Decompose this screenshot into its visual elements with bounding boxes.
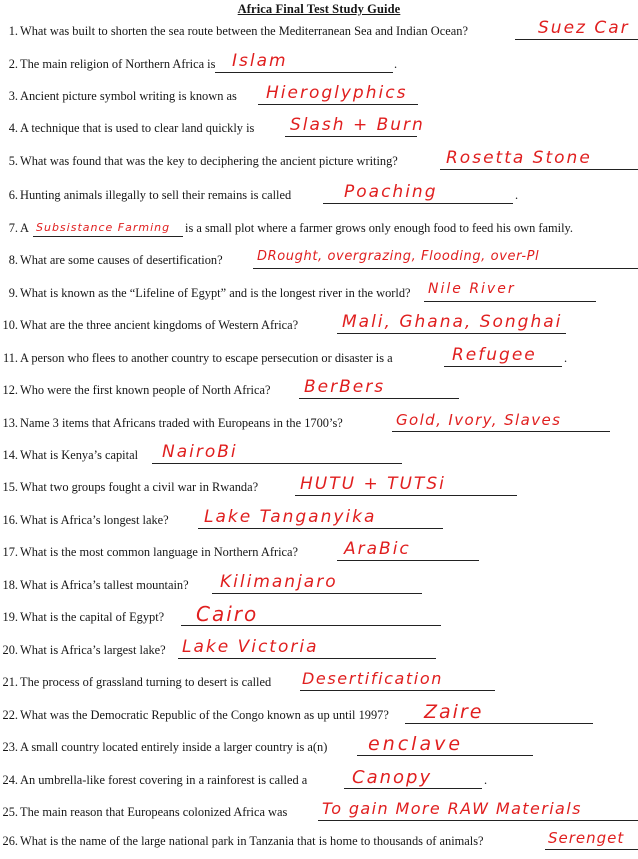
answer-line — [323, 203, 513, 204]
question-text: Who were the first known people of North Africa? — [20, 383, 271, 397]
question-text: What is the capital of Egypt? — [20, 610, 165, 624]
question-22 — [0, 701, 638, 733]
answer-line — [545, 849, 638, 850]
handwritten-answer: enclave — [368, 733, 464, 755]
question-9 — [0, 281, 638, 311]
question-4 — [0, 115, 638, 146]
question-number: 24. — [2, 773, 18, 787]
question-text: What is the name of the large national park in Tanzania that is home to thousands of animals? — [20, 834, 484, 848]
question-number: 10. — [2, 318, 18, 332]
handwritten-answer: BerBers — [304, 377, 386, 397]
question-number: 14. — [2, 448, 18, 462]
question-number: 1. — [8, 24, 18, 38]
question-text: What is known as the “Lifeline of Egypt” and is the longest river in the world? — [20, 286, 411, 300]
question-number: 19. — [2, 610, 18, 624]
question-text: The main religion of Northern Africa is — [20, 57, 216, 71]
answer-line — [357, 755, 533, 756]
answer-line — [285, 136, 417, 137]
question-text: What was the Democratic Republic of the Congo known as up until 1997? — [20, 708, 389, 722]
handwritten-answer: Cairo — [196, 602, 259, 626]
question-number: 21. — [2, 675, 18, 689]
handwritten-answer: Mali, Ghana, Songhai — [342, 312, 563, 332]
answer-line — [405, 723, 593, 724]
answer-line — [337, 560, 479, 561]
answer-line — [300, 690, 495, 691]
handwritten-answer: Nile River — [428, 281, 516, 297]
question-8 — [0, 249, 638, 278]
question-21 — [0, 669, 638, 700]
handwritten-answer: Lake Victoria — [182, 637, 319, 657]
question-text: Hunting animals illegally to sell their remains is called — [20, 188, 292, 202]
question-number: 3. — [8, 89, 18, 103]
question-7 — [0, 221, 638, 246]
handwritten-answer: Islam — [232, 51, 288, 71]
question-number: 5. — [8, 154, 18, 168]
question-26 — [0, 829, 638, 859]
question-text: What is Africa’s tallest mountain? — [20, 578, 189, 592]
question-number: 2. — [8, 57, 18, 71]
question-25 — [0, 799, 638, 830]
handwritten-answer: Zaire — [424, 701, 484, 723]
question-text: A person who flees to another country to escape persecution or disaster is a — [20, 351, 393, 365]
question-text-end: is a small plot where a farmer grows only enough food to feed his own family. — [185, 221, 574, 235]
question-text: An umbrella-like forest covering in a rainforest is called a — [20, 773, 308, 787]
answer-line — [424, 301, 596, 302]
handwritten-answer: Subsistance Farming — [36, 221, 171, 234]
question-number: 6. — [8, 188, 18, 202]
question-text: What is Kenya’s capital — [20, 448, 139, 462]
answer-line — [337, 333, 566, 334]
answer-line — [258, 104, 418, 105]
page-title: Africa Final Test Study Guide — [237, 2, 401, 16]
question-6 — [0, 182, 638, 213]
question-text: A small country located entirely inside a larger country is a(n) — [20, 740, 328, 754]
question-text: What are some causes of desertification? — [20, 253, 223, 267]
answer-line — [212, 593, 422, 594]
handwritten-answer: Suez Car — [538, 18, 630, 38]
question-text: What is Africa’s largest lake? — [20, 643, 166, 657]
handwritten-answer: Canopy — [352, 767, 433, 788]
question-13 — [0, 411, 638, 441]
question-1 — [0, 18, 638, 49]
question-number: 15. — [2, 480, 18, 494]
handwritten-answer: Poaching — [344, 182, 438, 202]
answer-line — [198, 528, 443, 529]
answer-line — [152, 463, 402, 464]
question-11 — [0, 345, 638, 376]
question-text: What two groups fought a civil war in Rwanda? — [20, 480, 259, 494]
question-text: The process of grassland turning to desert is called — [20, 675, 272, 689]
handwritten-answer: Refugee — [452, 345, 537, 365]
question-number: 4. — [8, 121, 18, 135]
question-text: What is the most common language in Northern Africa? — [20, 545, 299, 559]
question-text: A technique that is used to clear land quickly is — [20, 121, 255, 135]
question-24 — [0, 767, 638, 798]
question-number: 12. — [2, 383, 18, 397]
question-text: Name 3 items that Africans traded with Europeans in the 1700’s? — [20, 416, 343, 430]
question-number: 23. — [2, 740, 18, 754]
question-text: What is Africa’s longest lake? — [20, 513, 169, 527]
question-12 — [0, 377, 638, 408]
question-text: The main reason that Europeans colonized Africa was — [20, 805, 288, 819]
question-number: 18. — [2, 578, 18, 592]
question-number: 7. — [8, 221, 18, 235]
answer-line — [344, 788, 482, 789]
question-18 — [0, 572, 638, 603]
question-number: 13. — [2, 416, 18, 430]
question-14 — [0, 442, 638, 473]
question-15 — [0, 474, 638, 505]
question-number: 16. — [2, 513, 18, 527]
question-number: 8. — [8, 253, 18, 267]
question-number: 20. — [2, 643, 18, 657]
question-23 — [0, 733, 638, 765]
question-17 — [0, 539, 638, 570]
handwritten-answer: To gain More RAW Materials — [322, 799, 582, 818]
question-5 — [0, 148, 638, 179]
answer-line — [215, 72, 393, 73]
handwritten-answer: Lake Tanganyika — [204, 507, 377, 527]
handwritten-answer: Serenget — [548, 829, 625, 847]
question-text: A — [20, 221, 29, 235]
answer-line — [178, 658, 436, 659]
handwritten-answer: AraBic — [344, 539, 411, 559]
question-number: 9. — [8, 286, 18, 300]
answer-line — [295, 495, 517, 496]
handwritten-answer: Hieroglyphics — [266, 83, 408, 103]
handwritten-answer: Desertification — [302, 669, 443, 688]
handwritten-answer: DRought, overgrazing, Flooding, over-Pl — [257, 249, 540, 264]
question-text-end: . — [394, 57, 398, 71]
question-text: What are the three ancient kingdoms of Western Africa? — [20, 318, 299, 332]
handwritten-answer: HUTU + TUTSi — [300, 474, 446, 494]
handwritten-answer: Kilimanjaro — [220, 572, 338, 592]
answer-line — [318, 820, 638, 821]
handwritten-answer: Slash + Burn — [290, 115, 425, 135]
answer-line — [299, 398, 459, 399]
handwritten-answer: NairoBi — [162, 442, 238, 462]
question-20 — [0, 637, 638, 668]
question-number: 25. — [2, 805, 18, 819]
question-text-end: . — [515, 188, 519, 202]
question-number: 26. — [2, 834, 18, 848]
question-text: What was built to shorten the sea route between the Mediterranean Sea and Indian Ocean? — [20, 24, 468, 38]
answer-line — [515, 39, 638, 40]
question-19 — [0, 602, 638, 635]
handwritten-answer: Gold, Ivory, Slaves — [396, 411, 562, 429]
question-10 — [0, 312, 638, 343]
answer-line — [444, 366, 562, 367]
question-16 — [0, 507, 638, 538]
question-text-end: . — [564, 351, 568, 365]
question-number: 22. — [2, 708, 18, 722]
question-2 — [0, 51, 638, 82]
question-3 — [0, 83, 638, 114]
question-text-end: . — [484, 773, 488, 787]
handwritten-answer: Rosetta Stone — [446, 148, 592, 168]
question-number: 17. — [2, 545, 18, 559]
answer-line — [440, 169, 638, 170]
question-text: What was found that was the key to deciphering the ancient picture writing? — [20, 154, 398, 168]
answer-line — [33, 236, 183, 237]
question-number: 11. — [2, 351, 18, 365]
answer-line — [253, 268, 638, 269]
question-text: Ancient picture symbol writing is known as — [20, 89, 237, 103]
answer-line — [392, 431, 610, 432]
